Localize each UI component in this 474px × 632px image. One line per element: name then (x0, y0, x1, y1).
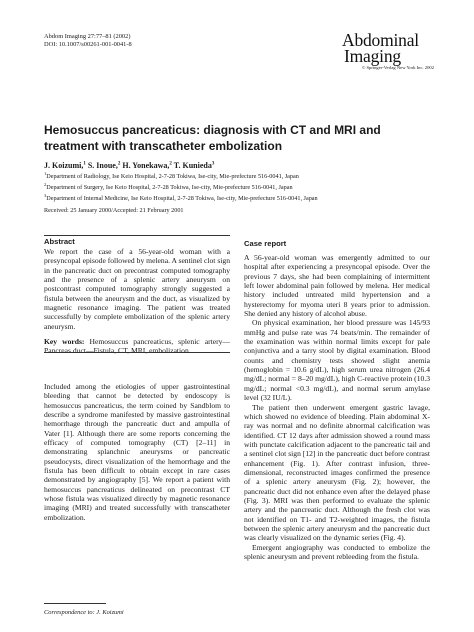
citation-line: Abdom Imaging 27:77–81 (2002) (44, 33, 131, 40)
received-dates: Received: 25 January 2000/Accepted: 21 February 2001 (44, 207, 184, 214)
abstract-heading: Abstract (44, 237, 75, 246)
abstract-text: We report the case of a 56-year-old woman with a presyncopal episode followed by melena. A sentinel clot sign in the pancreatic duct on precontrast computed tomography and the presence of a splenic artery aneurysm on postcontrast computed tomography strongly suggested a fistula between the aneurysm and the duct, as visualized by magnetic resonance imaging. The patient was treated successfully by complete embolization of the splenic artery aneurysm. (44, 247, 230, 331)
case-paragraph: A 56-year-old woman was emergently admitted to our hospital after experiencing a presyncopal episode. Over the previous 7 days, she had been complaining of intermittent left lower abdominal pain followed by melena. Her medical history included untreated mild hypertension and a hysterectomy for myoma uteri 8 years prior to admission. She denied any history of alcohol abuse. (244, 253, 430, 319)
affiliations (44, 170, 434, 203)
journal-logo (342, 32, 434, 71)
correspondence-note: Correspondence to: J. Koizumi (44, 609, 124, 616)
abstract-bottom-rule (44, 352, 230, 353)
case-paragraph: On physical examination, her blood pressure was 145/93 mmHg and pulse rate was 74 beats/min. The remainder of the examination was within normal limits except for pale conjunctiva and a tarry stool by digital examination. Blood counts and chemistry tests showed slight anemia (hemoglobin = 10.6 g/dL), high serum urea nitrogen (26.4 mg/dL; normal = 8–20 mg/dL), high C-reactive protein (10.3 mg/dL; normal <0.3 mg/dL), and normal serum amylase level (32 IU/L). (244, 318, 430, 403)
footnote-rule (44, 603, 106, 604)
affiliation: $^3$Department of Internal Medicine, Ise Keio Hospital, 2-7-28 Tokiwa, Ise-city, Mie-prefecture 516-0041, Japan (44, 193, 318, 203)
keywords-text: Hemosuccus pancreaticus, splenic artery—Pancreas duct—Fistula, CT, MRI, embolization. (44, 337, 230, 356)
author: T. Kunieda$^3$ (173, 160, 215, 170)
keywords-label: Key words: (44, 337, 85, 347)
article-title: Hemosuccus pancreaticus: diagnosis with CT and MRI and treatment with transcatheter embolization (44, 123, 381, 153)
affiliation: $^1$Department of Radiology, Ise Keio Hospital, 2-7-28 Tokiwa, Ise-city, Mie-prefecture 516-0041, Japan (44, 171, 299, 181)
logo-line-2: Imaging (344, 46, 401, 66)
author: J. Koizumi,$^1$ (44, 160, 86, 170)
case-report-heading: Case report (244, 239, 287, 248)
author: S. Inoue,$^2$ (87, 160, 121, 170)
author-list (44, 159, 214, 171)
abstract-top-rule (44, 235, 230, 236)
journal-citation (44, 33, 132, 50)
author: H. Yonekawa,$^2$ (122, 160, 172, 170)
abstract-section (44, 237, 230, 356)
affiliation: $^2$Department of Surgery, Ise Keio Hospital, 2-7-28 Tokiwa, Ise-city, Mie-prefecture 516-0041, Japan (44, 182, 293, 192)
case-paragraph: Emergent angiography was conducted to embolize the splenic aneurysm and prevent rebleeding from the fistula. (244, 542, 430, 561)
case-report-section (244, 239, 430, 561)
intro-paragraph: Included among the etiologies of upper gastrointestinal bleeding that cannot be detected by endoscopy is hemosuccus pancreaticus, the term coined by Sandblom to describe a syndrome manifested by massive gastrointestinal hemorrhage through the pancreatic duct and ampulla of Vater [1]. Although there are some reports concerning the efficacy of computed tomography (CT) [2–11] in demonstrating splanchnic aneurysms or pancreatic pseudocysts, direct visualization of the hemorrhage and the fistula has been difficult to obtain except in rare cases demonstrated by angiography [5]. We report a patient with hemosuccus pancreaticus delineated on precontrast CT whose fistula was visualized directly by magnetic resonance imaging (MRI) and treated successfully with transcatheter embolization. (44, 382, 230, 522)
logo-line-1: Abdominal (342, 30, 419, 50)
case-paragraph: The patient then underwent emergent gastric lavage, which showed no evidence of bleeding. Plain abdominal X-ray was normal and no definite abnormal calcification was identified. CT 12 days after admission showed a round mass with punctate calcification adjacent to the pancreatic tail and a sentinel clot sign [12] in the pancreatic duct before contrast enhancement (Fig. 1). After contrast infusion, three-dimensional, reconstructed images confirmed the presence of a splenic artery aneurysm (Fig. 2); however, the pancreatic duct did not enhance even after the delayed phase (Fig. 3). MRI was then performed to evaluate the splenic artery and the pancreatic duct. Although the fresh clot was not identified on T1- and T2-weighted images, the fistula between the splenic artery aneurysm and the pancreatic duct was clearly visualized on the dynamic series (Fig. 4). (244, 402, 430, 543)
doi-line: DOI: 10.1007/s00261-001-0041-8 (44, 41, 132, 49)
introduction (44, 382, 230, 522)
copyright-notice: © Springer-Verlag New York Inc. 2002 (361, 65, 434, 70)
